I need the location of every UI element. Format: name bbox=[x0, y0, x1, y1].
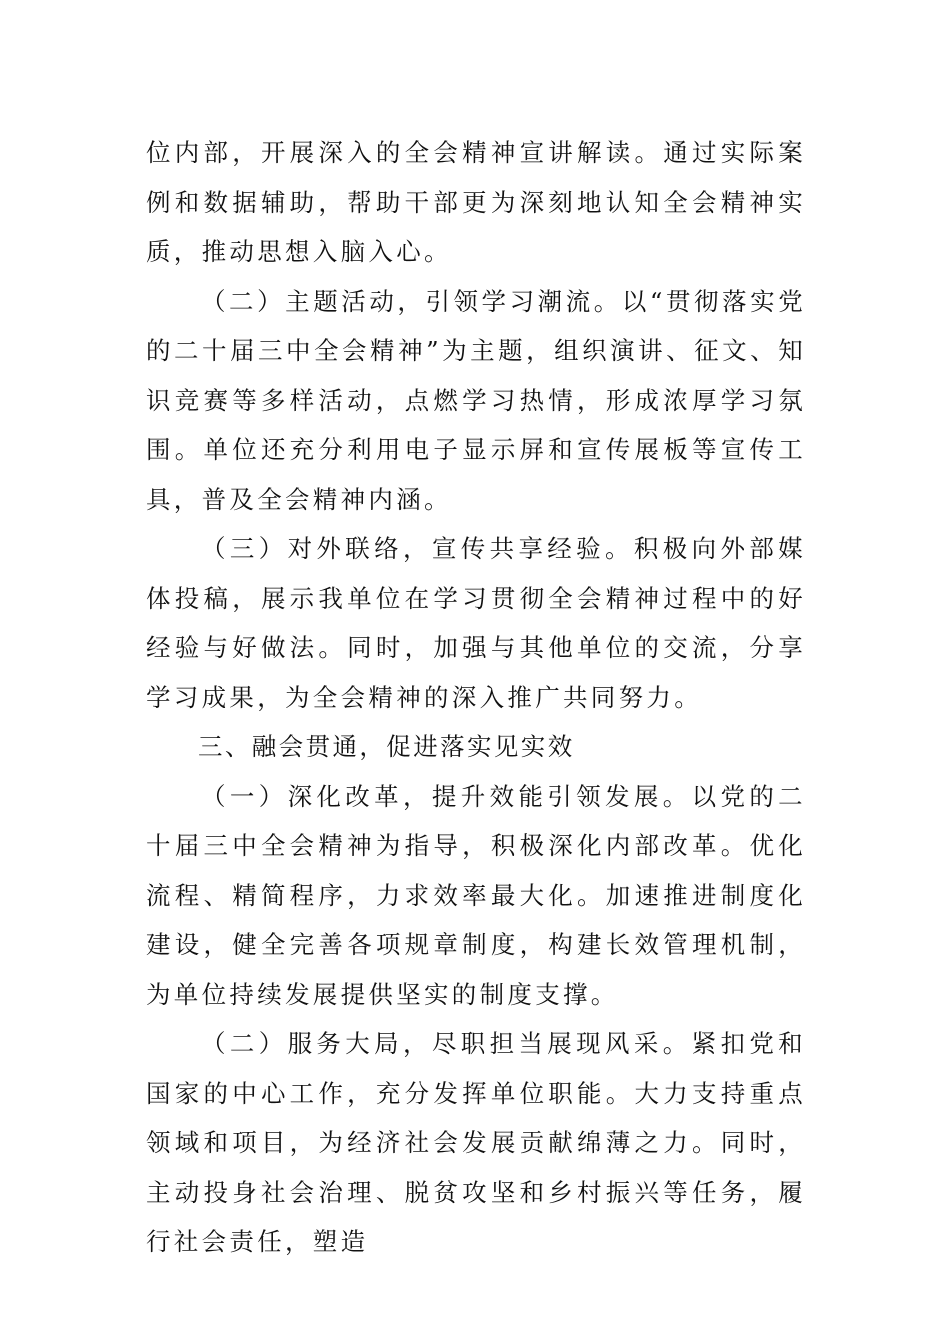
paragraph-deepen-reform: （一）深化改革，提升效能引领发展。以党的二十届三中全会精神为指导，积极深化内部改革。优化流程、精简程序，力求效率最大化。加速推进制度化建设，健全完善各项规章制度，构建长效管理机制，为单位持续发展提供坚实的制度支撑。 bbox=[146, 781, 806, 1009]
paragraph-external-liaison: （三）对外联络，宣传共享经验。积极向外部媒体投稿，展示我单位在学习贯彻全会精神过程中的好经验与好做法。同时，加强与其他单位的交流，分享学习成果，为全会精神的深入推广共同努力。 bbox=[146, 534, 806, 712]
paragraph-theme-activities: （二）主题活动，引领学习潮流。以“贯彻落实党的二十届三中全会精神”为主题，组织演讲、征文、知识竞赛等多样活动，点燃学习热情，形成浓厚学习氛围。单位还充分利用电子显示屏和宣传展板等宣传工具，普及全会精神内涵。 bbox=[146, 286, 806, 514]
section-heading: 三、融会贯通，促进落实见实效 bbox=[198, 732, 575, 761]
paragraph-continuation: 位内部，开展深入的全会精神宣讲解读。通过实际案例和数据辅助，帮助干部更为深刻地认知全会精神实质，推动思想入脑入心。 bbox=[146, 138, 806, 266]
document-body bbox=[146, 128, 806, 1267]
paragraph-serve-overall: （二）服务大局，尽职担当展现风采。紧扣党和国家的中心工作，充分发挥单位职能。大力支持重点领域和项目，为经济社会发展贡献绵薄之力。同时，主动投身社会治理、脱贫攻坚和乡村振兴等任务，履行社会责任，塑造 bbox=[146, 1029, 806, 1256]
